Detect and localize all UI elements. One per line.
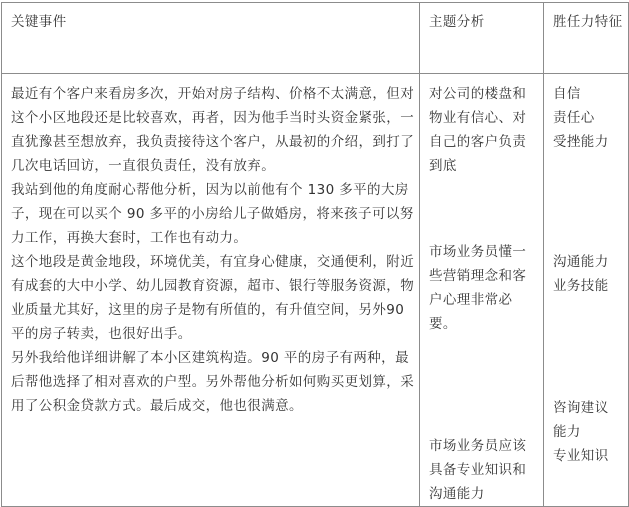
competency-professional-knowledge: 专业知识 — [553, 448, 609, 464]
header-key-events: 关键事件 — [2, 3, 420, 74]
header-theme-analysis: 主题分析 — [420, 3, 544, 74]
header-row — [2, 3, 629, 74]
header-competency: 胜任力特征 — [544, 3, 629, 74]
competency-responsibility: 责任心 — [553, 110, 595, 126]
competency-frustration-tolerance: 受挫能力 — [553, 134, 609, 150]
analysis-cell — [420, 74, 544, 507]
competency-cell — [544, 74, 629, 507]
event-paragraph-2: 我站到他的角度耐心帮他分析，因为以前他有个 130 多平的大房子，现在可以买个 90 多平的小房给儿子做婚房，将来孩子可以努力工作，再换大套时，工作也有动力。 — [11, 182, 414, 246]
events-cell — [2, 74, 420, 507]
event-paragraph-1: 最近有个客户来看房多次，开始对房子结构、价格不太满意，但对这个小区地段还是比较喜欢，再者，因为他手当时头资金紧张，一直犹豫甚至想放弃，我负责接待这个客户，从最初的介绍，到打了几次电话回访，一直很负责任，没有放弃。 — [11, 86, 415, 174]
competency-consulting: 咨询建议 — [553, 400, 609, 416]
event-paragraph-3: 这个地段是黄金地段，环境优美，有宜身心健康，交通便利，附近有成套的大中小学、幼儿园教育资源，超市、银行等服务资源，物业质量尤其好，这里的房子是物有所值的，有升值空间，另外90平的房子转卖，也很好出手。 — [11, 254, 415, 342]
analysis-1: 对公司的楼盘和物业有信心、对自己的客户负责到底 — [429, 86, 527, 174]
competency-business-skill: 业务技能 — [553, 278, 609, 294]
event-paragraph-4: 另外我给他详细讲解了本小区建筑构造。90 平的房子有两种，最后帮他选择了相对喜欢的户型。另外帮他分析如何购买更划算，采用了公积金贷款方式。最后成交，他也很满意。 — [11, 350, 415, 414]
competency-ability: 能力 — [553, 424, 581, 440]
analysis-2: 市场业务员懂一些营销理念和客户心理非常必要。 — [429, 244, 527, 332]
competency-communication: 沟通能力 — [553, 254, 609, 270]
competency-self-confidence: 自信 — [553, 86, 581, 102]
analysis-3: 市场业务员应该具备专业知识和沟通能力 — [429, 438, 527, 502]
body-row — [2, 74, 629, 507]
competency-table — [1, 2, 629, 507]
